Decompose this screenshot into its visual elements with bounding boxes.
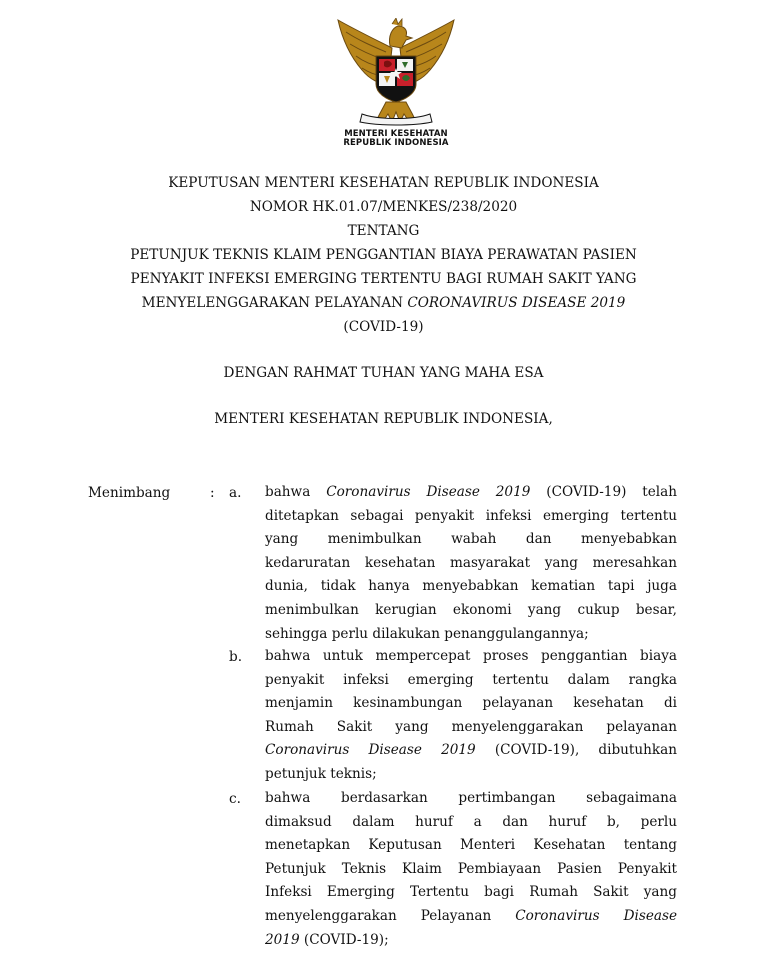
paragraph-line: [265, 881, 677, 905]
line-text: menyelenggarakan Pelayanan: [265, 907, 516, 924]
line-text: menimbulkan kerugian ekonomi yang cukup besar,: [265, 601, 677, 618]
considering-item-c: [265, 787, 677, 952]
subject-line4: (COVID-19): [343, 319, 424, 335]
paragraph-line: [265, 599, 677, 623]
subject-line1: PETUNJUK TEKNIS KLAIM PENGGANTIAN BIAYA PERAWATAN PASIEN: [130, 247, 637, 263]
line-text: kedaruratan kesehatan masyarakat yang meresahkan: [265, 554, 677, 571]
item-letter-c: c.: [229, 791, 241, 807]
paragraph-line: [265, 552, 677, 576]
subject-line3: [60, 291, 707, 315]
paragraph-line: [265, 834, 677, 858]
item-letter-a: a.: [229, 485, 242, 501]
paragraph-line: [265, 669, 677, 693]
italic-text: 2019: [265, 931, 300, 948]
line-text: bahwa berdasarkan pertimbangan sebagaimana: [265, 790, 677, 806]
decree-number: NOMOR HK.01.07/MENKES/238/2020: [249, 199, 518, 215]
line-text: Infeksi Emerging Tertentu bagi Rumah Sakit yang: [265, 884, 677, 901]
blessing-line: DENGAN RAHMAT TUHAN YANG MAHA ESA: [223, 365, 544, 381]
paragraph-line: [265, 905, 677, 929]
decree-title: KEPUTUSAN MENTERI KESEHATAN REPUBLIK INDONESIA: [168, 175, 599, 191]
paragraph-line: [265, 645, 677, 669]
about-label: TENTANG: [347, 223, 420, 239]
paragraph-line: [265, 858, 677, 882]
italic-text: Coronavirus Disease: [515, 907, 677, 924]
line-text: dimaksud dalam huruf a dan huruf b, perlu: [265, 813, 677, 830]
line-text: (COVID-19), dibutuhkan: [475, 742, 678, 759]
line-text: Rumah Sakit yang menyelenggarakan pelayanan: [265, 718, 677, 735]
line-text: petunjuk teknis;: [265, 765, 377, 782]
paragraph-line: [265, 528, 677, 552]
paragraph-line: [265, 692, 677, 716]
emblem-caption-line2: REPUBLIK INDONESIA: [343, 138, 449, 148]
subject-line2: PENYAKIT INFEKSI EMERGING TERTENTU BAGI RUMAH SAKIT YANG: [130, 271, 637, 287]
subject-line3-text: MENYELENGGARAKAN PELAYANAN: [141, 295, 408, 311]
line-text: menjamin kesinambungan pelayanan kesehatan di: [265, 695, 677, 712]
paragraph-line: [265, 929, 677, 953]
paragraph-line: [265, 811, 677, 835]
paragraph-line: [265, 505, 677, 529]
emblem-caption-line1: MENTERI KESEHATAN: [344, 129, 448, 139]
minister-line: MENTERI KESEHATAN REPUBLIK INDONESIA,: [214, 411, 553, 427]
line-text: bahwa untuk mempercepat proses penggantian biaya: [265, 648, 677, 664]
line-text: bahwa: [265, 484, 327, 500]
line-text: sehingga perlu dilakukan penanggulangannya;: [265, 625, 589, 642]
paragraph-line: [265, 787, 677, 811]
italic-text: Coronavirus Disease 2019: [326, 484, 531, 500]
item-letter-b: b.: [229, 649, 243, 665]
paragraph-line: [265, 623, 677, 647]
considering-colon: :: [210, 485, 215, 501]
line-text: Petunjuk Teknis Klaim Pembiayaan Pasien Penyakit: [265, 860, 677, 877]
line-text: ditetapkan sebagai penyakit infeksi emerging tertentu: [265, 507, 677, 524]
line-text: menetapkan Keputusan Menteri Kesehatan tentang: [265, 837, 677, 854]
line-text: dunia, tidak hanya menyebabkan kematian tapi juga: [265, 578, 677, 595]
considering-item-b: [265, 645, 677, 787]
considering-label: Menimbang: [88, 485, 171, 501]
paragraph-line: [265, 763, 677, 787]
italic-text: Coronavirus Disease 2019: [265, 742, 476, 759]
paragraph-line: [265, 716, 677, 740]
paragraph-line: [265, 575, 677, 599]
considering-item-a: [265, 481, 677, 646]
paragraph-line: [265, 481, 677, 505]
paragraph-line: [265, 739, 677, 763]
line-text: yang menimbulkan wabah dan menyebabkan: [265, 531, 677, 548]
line-text: penyakit infeksi emerging tertentu dalam rangka: [265, 671, 677, 688]
line-text: (COVID-19) telah: [530, 484, 678, 500]
subject-line3-italic: CORONAVIRUS DISEASE 2019: [407, 295, 626, 311]
line-text: (COVID-19);: [299, 931, 389, 948]
garuda-pancasila-emblem-icon: [332, 18, 460, 126]
